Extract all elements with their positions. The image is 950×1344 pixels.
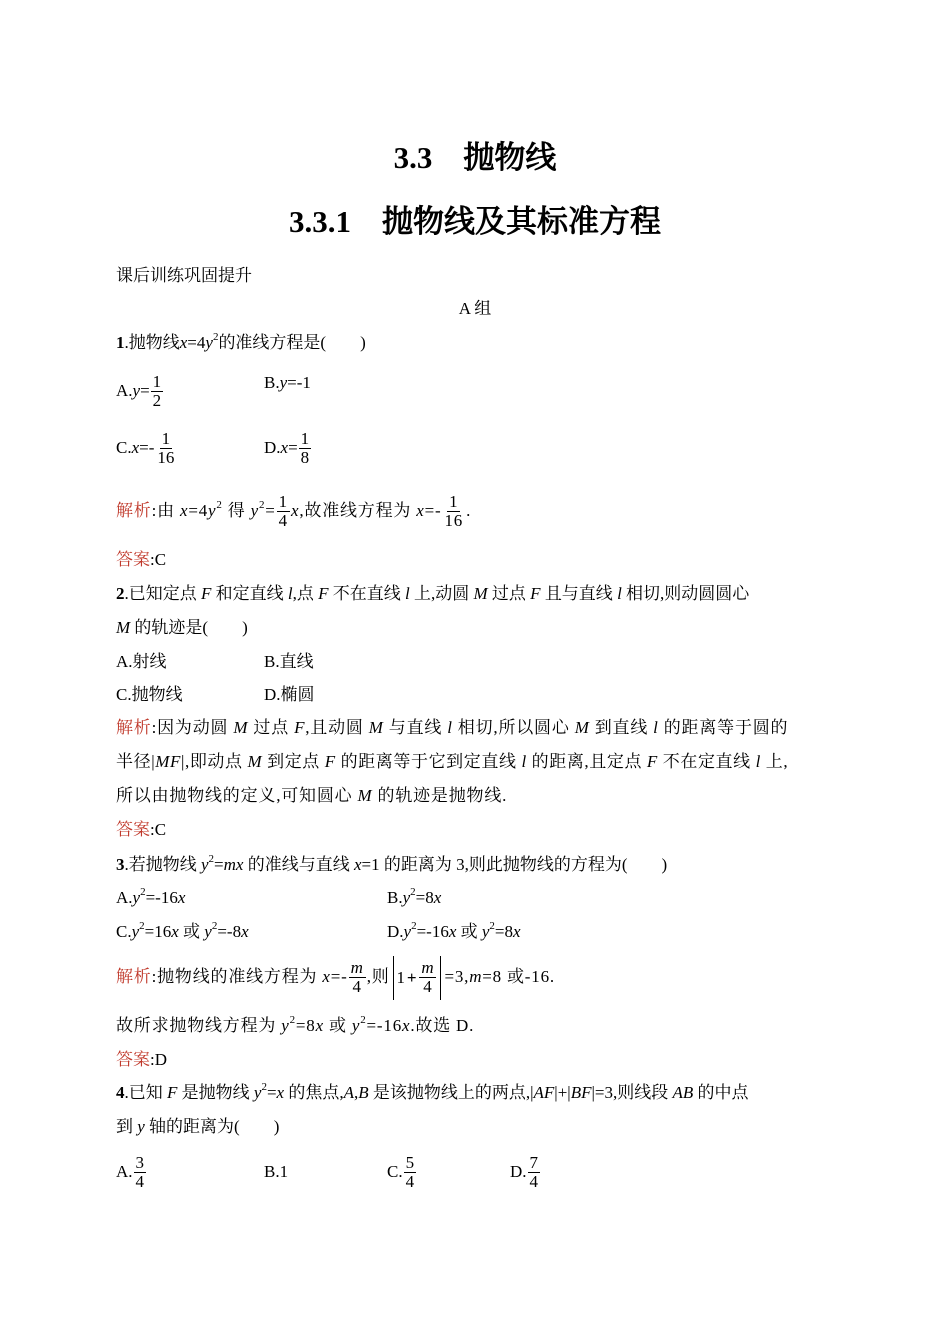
option-label: B. bbox=[264, 373, 280, 392]
fraction-denominator: 4 bbox=[405, 1171, 415, 1191]
analysis-text: =- bbox=[424, 501, 442, 520]
q3-var: x bbox=[235, 855, 244, 874]
analysis-text: 到定点 bbox=[262, 752, 325, 771]
analysis-label: 解析 bbox=[116, 718, 152, 737]
q2-stem-line1 bbox=[116, 584, 749, 604]
analysis-var: F bbox=[324, 752, 336, 771]
q1-option-a[interactable] bbox=[116, 373, 164, 411]
option-label: A. bbox=[116, 888, 133, 907]
option-text: =-16 bbox=[416, 922, 449, 941]
fraction bbox=[528, 1154, 541, 1191]
option-var: y bbox=[403, 922, 412, 941]
analysis-text: ,且动圆 bbox=[305, 718, 369, 737]
option-sup: 2 bbox=[211, 920, 218, 933]
q3-var: x bbox=[353, 855, 362, 874]
analysis-text: |,即动点 bbox=[180, 752, 248, 771]
q3-sup: 2 bbox=[208, 853, 215, 866]
fraction-numerator: m bbox=[350, 957, 364, 977]
option-label: C. bbox=[116, 922, 132, 941]
q4-text: |+| bbox=[554, 1083, 571, 1102]
analysis-text: =8 bbox=[295, 1016, 316, 1035]
q4-stem-line2 bbox=[116, 1117, 279, 1137]
q2-text: 的轨迹是( ) bbox=[130, 618, 248, 637]
option-label: B. bbox=[387, 888, 403, 907]
analysis-var: y bbox=[208, 501, 217, 520]
q2-text: ,点 bbox=[292, 584, 319, 603]
q4-text: = bbox=[266, 1083, 277, 1102]
q1-sup: 2 bbox=[212, 331, 219, 344]
fraction-denominator: 8 bbox=[300, 447, 310, 467]
analysis-var: MF bbox=[155, 752, 181, 771]
analysis-text: :由 bbox=[151, 501, 180, 520]
analysis-text: 半径| bbox=[116, 752, 156, 771]
fraction bbox=[442, 493, 465, 530]
option-var: y bbox=[132, 888, 141, 907]
q3-option-d[interactable] bbox=[387, 922, 521, 942]
q4-var: AB bbox=[672, 1083, 694, 1102]
analysis-text: =- bbox=[330, 966, 348, 986]
option-var: x bbox=[241, 922, 249, 941]
option-var: y bbox=[132, 381, 141, 400]
option-text: =-8 bbox=[217, 922, 242, 941]
q2-analysis-line2 bbox=[116, 752, 788, 772]
analysis-sup: 2 bbox=[216, 499, 223, 512]
option-text: 或 bbox=[178, 922, 205, 941]
q2-option-d[interactable]: D.椭圆 bbox=[264, 685, 315, 704]
fraction-denominator: 4 bbox=[278, 510, 288, 530]
page-title: 3.3 抛物线 bbox=[393, 140, 557, 175]
q1-option-c[interactable] bbox=[116, 430, 177, 468]
q3-text: .若抛物线 bbox=[124, 855, 201, 874]
fraction-numerator: 1 bbox=[278, 491, 288, 511]
q2-var: F bbox=[530, 584, 541, 603]
q2-analysis-line1 bbox=[116, 718, 788, 738]
option-label: A. bbox=[116, 1162, 133, 1181]
analysis-text: 上, bbox=[760, 752, 789, 771]
abs-op: + bbox=[406, 968, 418, 987]
q2-option-c[interactable]: C.抛物线 bbox=[116, 685, 183, 704]
analysis-text: 到直线 bbox=[589, 718, 654, 737]
option-sup: 2 bbox=[411, 920, 417, 933]
q1-option-d[interactable] bbox=[264, 430, 312, 468]
q4-text: 是抛物线 bbox=[177, 1083, 254, 1102]
q1-var: x bbox=[179, 333, 188, 352]
q1-var: y bbox=[205, 333, 213, 352]
analysis-text: ,故准线方程为 bbox=[299, 501, 417, 520]
q3-text: =1 的距离为 3,则此抛物线的方程为( ) bbox=[361, 855, 668, 874]
analysis-var: y bbox=[351, 1016, 361, 1035]
option-var: x bbox=[513, 922, 521, 941]
option-text: =-1 bbox=[287, 373, 311, 392]
option-label: C. bbox=[387, 1162, 403, 1181]
answer-label: 答案 bbox=[116, 820, 150, 839]
fraction-numerator: 5 bbox=[405, 1152, 415, 1172]
analysis-var: M bbox=[368, 718, 384, 737]
q3-option-a[interactable] bbox=[116, 888, 185, 908]
q4-option-d[interactable] bbox=[510, 1154, 541, 1192]
fraction bbox=[134, 1154, 147, 1191]
option-sup: 2 bbox=[140, 886, 146, 899]
option-text: =8 bbox=[415, 888, 434, 907]
analysis-var: x bbox=[322, 966, 331, 986]
fraction bbox=[419, 959, 436, 996]
analysis-text: = bbox=[265, 501, 276, 520]
q4-sup: 2 bbox=[261, 1081, 267, 1094]
answer-value: :C bbox=[150, 820, 167, 839]
q4-var: B bbox=[358, 1083, 369, 1102]
analysis-text: 不在定直线 bbox=[657, 752, 756, 771]
option-var: x bbox=[171, 922, 179, 941]
analysis-var: x bbox=[315, 1016, 324, 1035]
section-label: 课后训练巩固提升 bbox=[116, 266, 252, 285]
analysis-text: 相切,所以圆心 bbox=[452, 718, 575, 737]
analysis-text: 的距离,且定点 bbox=[526, 752, 647, 771]
q3-text: = bbox=[214, 855, 224, 874]
q3-var: y bbox=[201, 855, 209, 874]
analysis-text: ,则 bbox=[366, 966, 390, 986]
option-text: =16 bbox=[144, 922, 172, 941]
fraction bbox=[277, 493, 290, 530]
q2-text: 相切,则动圆圆心 bbox=[621, 584, 750, 603]
q2-analysis-line3 bbox=[116, 786, 507, 806]
analysis-var: y bbox=[281, 1016, 290, 1035]
analysis-var: M bbox=[247, 752, 263, 771]
q1-stem bbox=[116, 333, 366, 353]
q2-number: 2 bbox=[116, 584, 125, 603]
option-label: C. bbox=[116, 438, 132, 457]
q4-var: y bbox=[253, 1083, 262, 1102]
q3-var: m bbox=[223, 855, 236, 874]
q2-text: 上,动圆 bbox=[409, 584, 474, 603]
answer-label: 答案 bbox=[116, 1050, 150, 1069]
q4-stem-line1 bbox=[116, 1083, 749, 1103]
q2-var: l bbox=[287, 584, 293, 603]
fraction-denominator: 4 bbox=[135, 1171, 145, 1191]
analysis-var: M bbox=[233, 718, 249, 737]
q2-text: 和定直线 bbox=[211, 584, 288, 603]
fraction bbox=[404, 1154, 417, 1191]
q2-text: .已知定点 bbox=[124, 584, 201, 603]
q3-analysis-line2 bbox=[116, 1016, 474, 1036]
analysis-text: 得 bbox=[222, 501, 251, 520]
option-label: D. bbox=[264, 438, 281, 457]
analysis-var: x bbox=[416, 501, 425, 520]
q3-option-c[interactable] bbox=[116, 922, 249, 942]
q3-text: 的准线与直线 bbox=[243, 855, 354, 874]
option-label: D. bbox=[510, 1162, 527, 1181]
analysis-text: 的轨迹是抛物线. bbox=[372, 786, 508, 805]
q1-stem-text: .抛物线 bbox=[124, 333, 180, 352]
q2-option-a[interactable]: A.射线 bbox=[116, 652, 167, 671]
q4-number: 4 bbox=[116, 1083, 125, 1102]
answer-value: :D bbox=[150, 1050, 167, 1069]
q2-var: l bbox=[617, 584, 622, 603]
analysis-text: 与直线 bbox=[383, 718, 448, 737]
q3-analysis-line1 bbox=[116, 956, 555, 1000]
q4-text: , bbox=[353, 1083, 359, 1102]
analysis-text: 的距离等于圆的 bbox=[658, 718, 789, 737]
analysis-text: =8 或-16. bbox=[482, 966, 555, 986]
analysis-text: =4 bbox=[188, 501, 209, 520]
analysis-sup: 2 bbox=[289, 1014, 296, 1027]
analysis-text: :因为动圆 bbox=[151, 718, 234, 737]
q4-text: 到 bbox=[116, 1117, 138, 1136]
q4-var: A bbox=[343, 1083, 354, 1102]
analysis-var: l bbox=[447, 718, 453, 737]
q2-text: 不在直线 bbox=[328, 584, 406, 603]
option-var: y bbox=[402, 888, 411, 907]
option-text: = bbox=[288, 438, 298, 457]
answer-label: 答案 bbox=[116, 550, 150, 569]
option-var: x bbox=[131, 438, 140, 457]
q4-var: x bbox=[276, 1083, 285, 1102]
q4-option-c[interactable] bbox=[387, 1154, 417, 1192]
analysis-var: l bbox=[521, 752, 527, 771]
page-subtitle: 3.3.1 抛物线及其标准方程 bbox=[289, 204, 661, 239]
q4-text: 的焦点, bbox=[284, 1083, 344, 1102]
fraction-numerator: 1 bbox=[152, 371, 162, 391]
fraction-numerator: m bbox=[421, 957, 435, 977]
analysis-text: 故所求抛物线方程为 bbox=[116, 1016, 282, 1035]
q2-stem-line2 bbox=[116, 618, 248, 638]
q2-option-b[interactable]: B.直线 bbox=[264, 652, 314, 671]
q4-option-b[interactable]: B.1 bbox=[264, 1162, 289, 1181]
fraction-numerator: 3 bbox=[135, 1152, 145, 1172]
q2-answer bbox=[116, 820, 166, 840]
abs-term: 1 bbox=[396, 968, 406, 987]
q4-var: BF bbox=[570, 1083, 592, 1102]
q4-text: 是该抛物线上的两点,| bbox=[368, 1083, 534, 1102]
q1-answer bbox=[116, 550, 166, 570]
fraction-denominator: 2 bbox=[152, 390, 162, 410]
option-label: D. bbox=[387, 922, 404, 941]
analysis-text: 或 bbox=[323, 1016, 352, 1035]
fraction bbox=[151, 373, 164, 410]
q4-text: |=3,则线段 bbox=[591, 1083, 673, 1102]
option-text: = bbox=[140, 381, 150, 400]
fraction-denominator: 4 bbox=[423, 976, 433, 996]
option-var: y bbox=[204, 922, 212, 941]
q2-var: M bbox=[116, 618, 131, 637]
option-var: y bbox=[131, 922, 140, 941]
analysis-text: . bbox=[466, 501, 472, 520]
q3-number: 3 bbox=[116, 855, 125, 874]
option-label: A. bbox=[116, 381, 133, 400]
q4-var: F bbox=[167, 1083, 178, 1102]
q4-var: AF bbox=[533, 1083, 555, 1102]
q4-text: .已知 bbox=[124, 1083, 167, 1102]
analysis-var: y bbox=[250, 501, 259, 520]
analysis-var: F bbox=[294, 718, 306, 737]
analysis-var: l bbox=[755, 752, 761, 771]
analysis-text: =-16 bbox=[366, 1016, 402, 1035]
q4-text: 轴的距离为( ) bbox=[144, 1117, 280, 1136]
analysis-text: 的距离等于它到定直线 bbox=[335, 752, 522, 771]
q2-var: M bbox=[473, 584, 488, 603]
option-text: 或 bbox=[456, 922, 482, 941]
analysis-sup: 2 bbox=[360, 1014, 367, 1027]
option-var: x bbox=[448, 922, 457, 941]
q2-var: F bbox=[201, 584, 212, 603]
q2-var: F bbox=[318, 584, 329, 603]
q2-var: l bbox=[405, 584, 410, 603]
fraction-numerator: 1 bbox=[300, 428, 310, 448]
option-sup: 2 bbox=[410, 886, 416, 899]
fraction-numerator: 7 bbox=[529, 1152, 539, 1172]
q1-stem-text: 的准线方程是( ) bbox=[218, 333, 366, 352]
fraction-denominator: 4 bbox=[529, 1171, 539, 1191]
q1-number: 1 bbox=[116, 333, 125, 352]
q4-var: y bbox=[137, 1117, 145, 1136]
q3-stem bbox=[116, 855, 667, 875]
analysis-label: 解析 bbox=[116, 501, 152, 520]
q4-text: 的中点 bbox=[693, 1083, 749, 1102]
option-var: y bbox=[481, 922, 490, 941]
fraction-denominator: 16 bbox=[444, 510, 464, 530]
option-text: =-16 bbox=[145, 888, 178, 907]
analysis-var: M bbox=[357, 786, 373, 805]
analysis-text: .故选 D. bbox=[410, 1016, 475, 1035]
analysis-var: M bbox=[574, 718, 590, 737]
fraction-denominator: 16 bbox=[157, 447, 175, 467]
fraction bbox=[155, 430, 176, 467]
q4-option-a[interactable] bbox=[116, 1154, 147, 1192]
fraction-denominator: 4 bbox=[352, 976, 362, 996]
answer-value: :C bbox=[150, 550, 167, 569]
analysis-var: l bbox=[653, 718, 659, 737]
option-var: x bbox=[177, 888, 186, 907]
fraction-numerator: 1 bbox=[449, 491, 459, 511]
analysis-var: x bbox=[290, 501, 300, 520]
absolute-value bbox=[393, 956, 442, 1000]
analysis-label: 解析 bbox=[116, 966, 152, 986]
analysis-var: F bbox=[646, 752, 658, 771]
q3-answer bbox=[116, 1050, 167, 1070]
analysis-var: x bbox=[402, 1016, 411, 1035]
option-var: y bbox=[279, 373, 288, 392]
analysis-text: 过点 bbox=[248, 718, 295, 737]
q1-stem-text: =4 bbox=[187, 333, 206, 352]
analysis-var: x bbox=[179, 501, 189, 520]
group-label: A 组 bbox=[458, 299, 492, 318]
option-sup: 2 bbox=[489, 920, 495, 933]
fraction bbox=[299, 430, 312, 467]
analysis-var: m bbox=[469, 966, 483, 986]
analysis-text: :抛物线的准线方程为 bbox=[151, 966, 323, 986]
q2-text: 且与直线 bbox=[540, 584, 618, 603]
analysis-sup: 2 bbox=[258, 499, 266, 512]
option-sup: 2 bbox=[139, 920, 145, 933]
q1-analysis bbox=[116, 493, 471, 531]
analysis-text: =3, bbox=[444, 966, 470, 986]
analysis-text: 所以由抛物线的定义,可知圆心 bbox=[116, 786, 358, 805]
q2-text: 过点 bbox=[487, 584, 531, 603]
option-text: =- bbox=[139, 438, 155, 457]
option-var: x bbox=[433, 888, 442, 907]
fraction-numerator: 1 bbox=[161, 428, 171, 448]
option-text: =8 bbox=[494, 922, 514, 941]
q1-option-b[interactable] bbox=[264, 373, 311, 393]
q3-option-b[interactable] bbox=[387, 888, 441, 908]
fraction bbox=[349, 959, 366, 996]
option-var: x bbox=[280, 438, 289, 457]
